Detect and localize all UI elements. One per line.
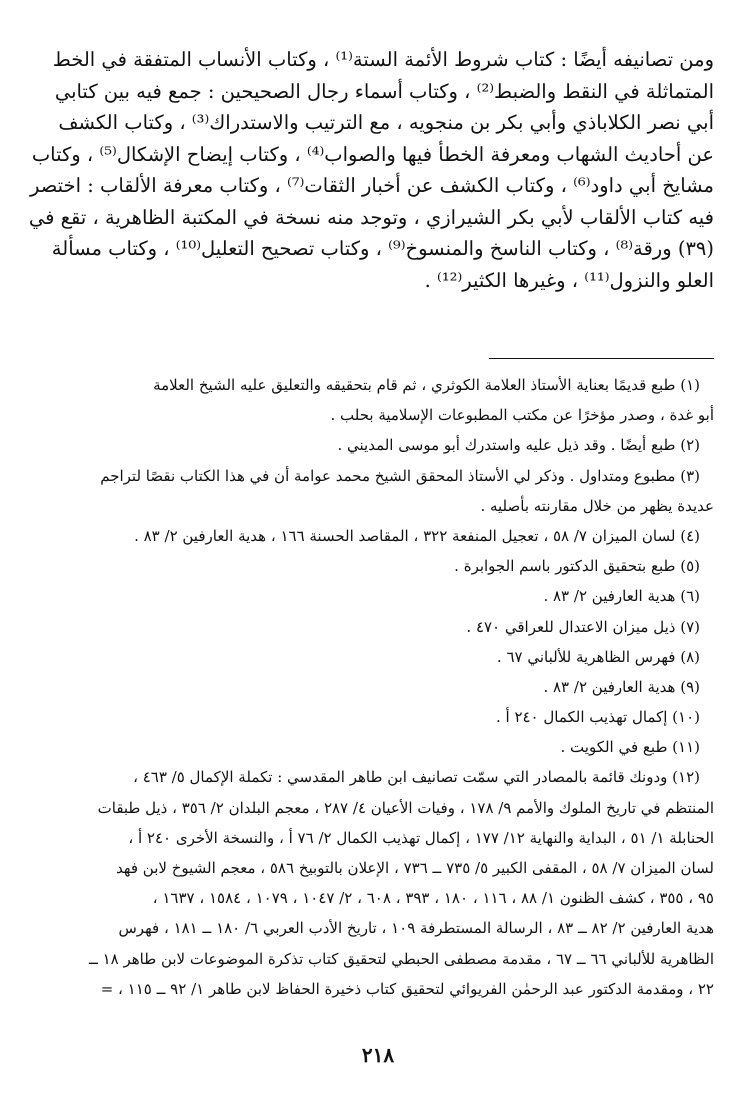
footnote-9: (٩) هدية العارفين ٢/ ٨٣ . <box>543 677 700 696</box>
footnote-3-line-2: عديدة يظهر من خلال مقارنته بأصليه . <box>480 496 714 515</box>
main-line-5: مشايخ أبي داود⁽⁶⁾ ، وكتاب الكشف عن أخبار الثقات⁽⁷⁾ ، وكتاب معرفة الألقاب : اختصر <box>29 174 714 197</box>
main-text-block <box>28 44 714 296</box>
footnote-2: (٢) طبع أيضًا . وقد ذيل عليه واستدرك أبو موسى المديني . <box>337 436 700 455</box>
footnote-5: (٥) طبع بتحقيق الدكتور باسم الجوابرة . <box>454 557 700 576</box>
footnote-12-line-7: الظاهرية للألباني ٦٦ ــ ٦٧ ، مقدمة مصطفى الحبطي لتحقيق كتاب تذكرة الموضوعات لابن طاهر ١٨ ــ <box>89 949 714 968</box>
main-line-6: فيه كتاب الألقاب لأبي بكر الشيرازي ، وتوجد منه نسخة في المكتبة الظاهرية ، تقع في <box>28 205 714 229</box>
main-line-2: المتماثلة في النقط والضبط⁽²⁾ ، وكتاب أسماء رجال الصحيحين : جمع فيه بين كتابي <box>54 79 714 103</box>
footnote-1-line-2: أبو غدة ، وصدر مؤخرًا عن مكتب المطبوعات الإسلامية بحلب . <box>330 406 714 425</box>
main-paragraph <box>28 44 714 296</box>
footnote-12-line-1: (١٢) ودونك قائمة بالمصادر التي سمّت تصانيف ابن طاهر المقدسي : تكملة الإكمال ٥/ ٤٦٣ ، <box>133 768 700 787</box>
footnote-11: (١١) طبع في الكويت . <box>560 738 700 757</box>
page-number: ٢١٨ <box>361 1043 395 1067</box>
main-line-3: أبي نصر الكلاباذي وأبي بكر بن منجويه ، مع الترتيب والاستدراك⁽³⁾ ، وكتاب الكشف <box>58 111 714 134</box>
footnote-6: (٦) هدية العارفين ٢/ ٨٣ . <box>543 587 700 606</box>
footnote-12-line-2: المنتظم في تاريخ الملوك والأمم ٩/ ١٧٨ ، وفيات الأعيان ٤/ ٢٨٧ ، معجم البلدان ٢/ ٣٥٦ ، ذيل طبقات <box>97 798 714 817</box>
footnote-7: (٧) ذيل ميزان الاعتدال للعراقي ٤٧٠ . <box>466 617 700 636</box>
footnote-1-line-1: (١) طبع قديمًا بعناية الأستاذ العلامة الكوثري ، ثم قام بتحقيقه والتعليق عليه الشيخ العلامة <box>153 376 700 394</box>
footnote-12-line-8: ٢٢ ، ومقدمة الدكتور عبد الرحمٰن الفريوائي لتحقيق كتاب ذخيرة الحفاظ لابن طاهر ١/ ٩٢ ــ ١١٥ ، = <box>100 979 714 998</box>
main-line-7: (٣٩) ورقة⁽⁸⁾ ، وكتاب الناسخ والمنسوخ⁽⁹⁾ ، وكتاب تصحيح التعليل⁽¹⁰⁾ ، وكتاب مسألة <box>51 237 714 260</box>
footnote-8: (٨) فهرس الظاهرية للألباني ٦٧ . <box>496 647 700 666</box>
main-line-1: ومن تصانيفه أيضًا : كتاب شروط الأئمة الستة⁽¹⁾ ، وكتاب الأنساب المتفقة في الخط <box>52 48 714 71</box>
main-line-8: العلو والنزول⁽¹¹⁾ ، وغيرها الكثير⁽¹²⁾ . <box>424 268 714 292</box>
footnote-separator <box>489 358 714 359</box>
footnote-12-line-3: الحنابلة ١/ ٥١ ، البداية والنهاية ١٢/ ١٧٧ ، إكمال تهذيب الكمال ٢/ ٧٦ أ ، والنسخة الأخرى ٢٤٠ أ ، <box>128 828 714 847</box>
footnote-12-line-5: ٩٥ ، ٣٥٥ ، كشف الظنون ١/ ٨٨ ، ١١٦ ، ١٨٠ ، ٣٩٣ ، ٦٠٨ ، ٢/ ١٠٤٧ ، ١٠٧٩ ، ١٥٨٤ ، ١٦٣٧ ، <box>152 889 714 908</box>
footnote-3-line-1: (٣) مطبوع ومتداول . وذكر لي الأستاذ المحقق الشيخ محمد عوامة أن في هذا الكتاب نقصًا لتراجم <box>100 466 700 485</box>
footnote-12-line-6: هدية العارفين ٢/ ٨٢ ــ ٨٣ ، الرسالة المستطرفة ١٠٩ ، تاريخ الأدب العربي ٦/ ١٨٠ ــ ١٨١ ، فهرس <box>118 919 714 938</box>
footnote-10: (١٠) إكمال تهذيب الكمال ٢٤٠ أ . <box>495 708 700 727</box>
footnote-12-line-4: لسان الميزان ٧/ ٥٨ ، المقفى الكبير ٥/ ٧٣٥ ــ ٧٣٦ ، الإعلان بالتوبيخ ٥٨٦ ، معجم الشيوخ لابن فهد <box>116 859 714 877</box>
footnote-4: (٤) لسان الميزان ٧/ ٥٨ ، تعجيل المنفعة ٣٢٢ ، المقاصد الحسنة ١٦٦ ، هدية العارفين ٢/ ٨٣ . <box>134 526 700 545</box>
main-line-4: عن أحاديث الشهاب ومعرفة الخطأ فيها والصواب⁽⁴⁾ ، وكتاب إيضاح الإشكال⁽⁵⁾ ، وكتاب <box>31 142 714 166</box>
footnotes-block <box>42 370 714 1004</box>
